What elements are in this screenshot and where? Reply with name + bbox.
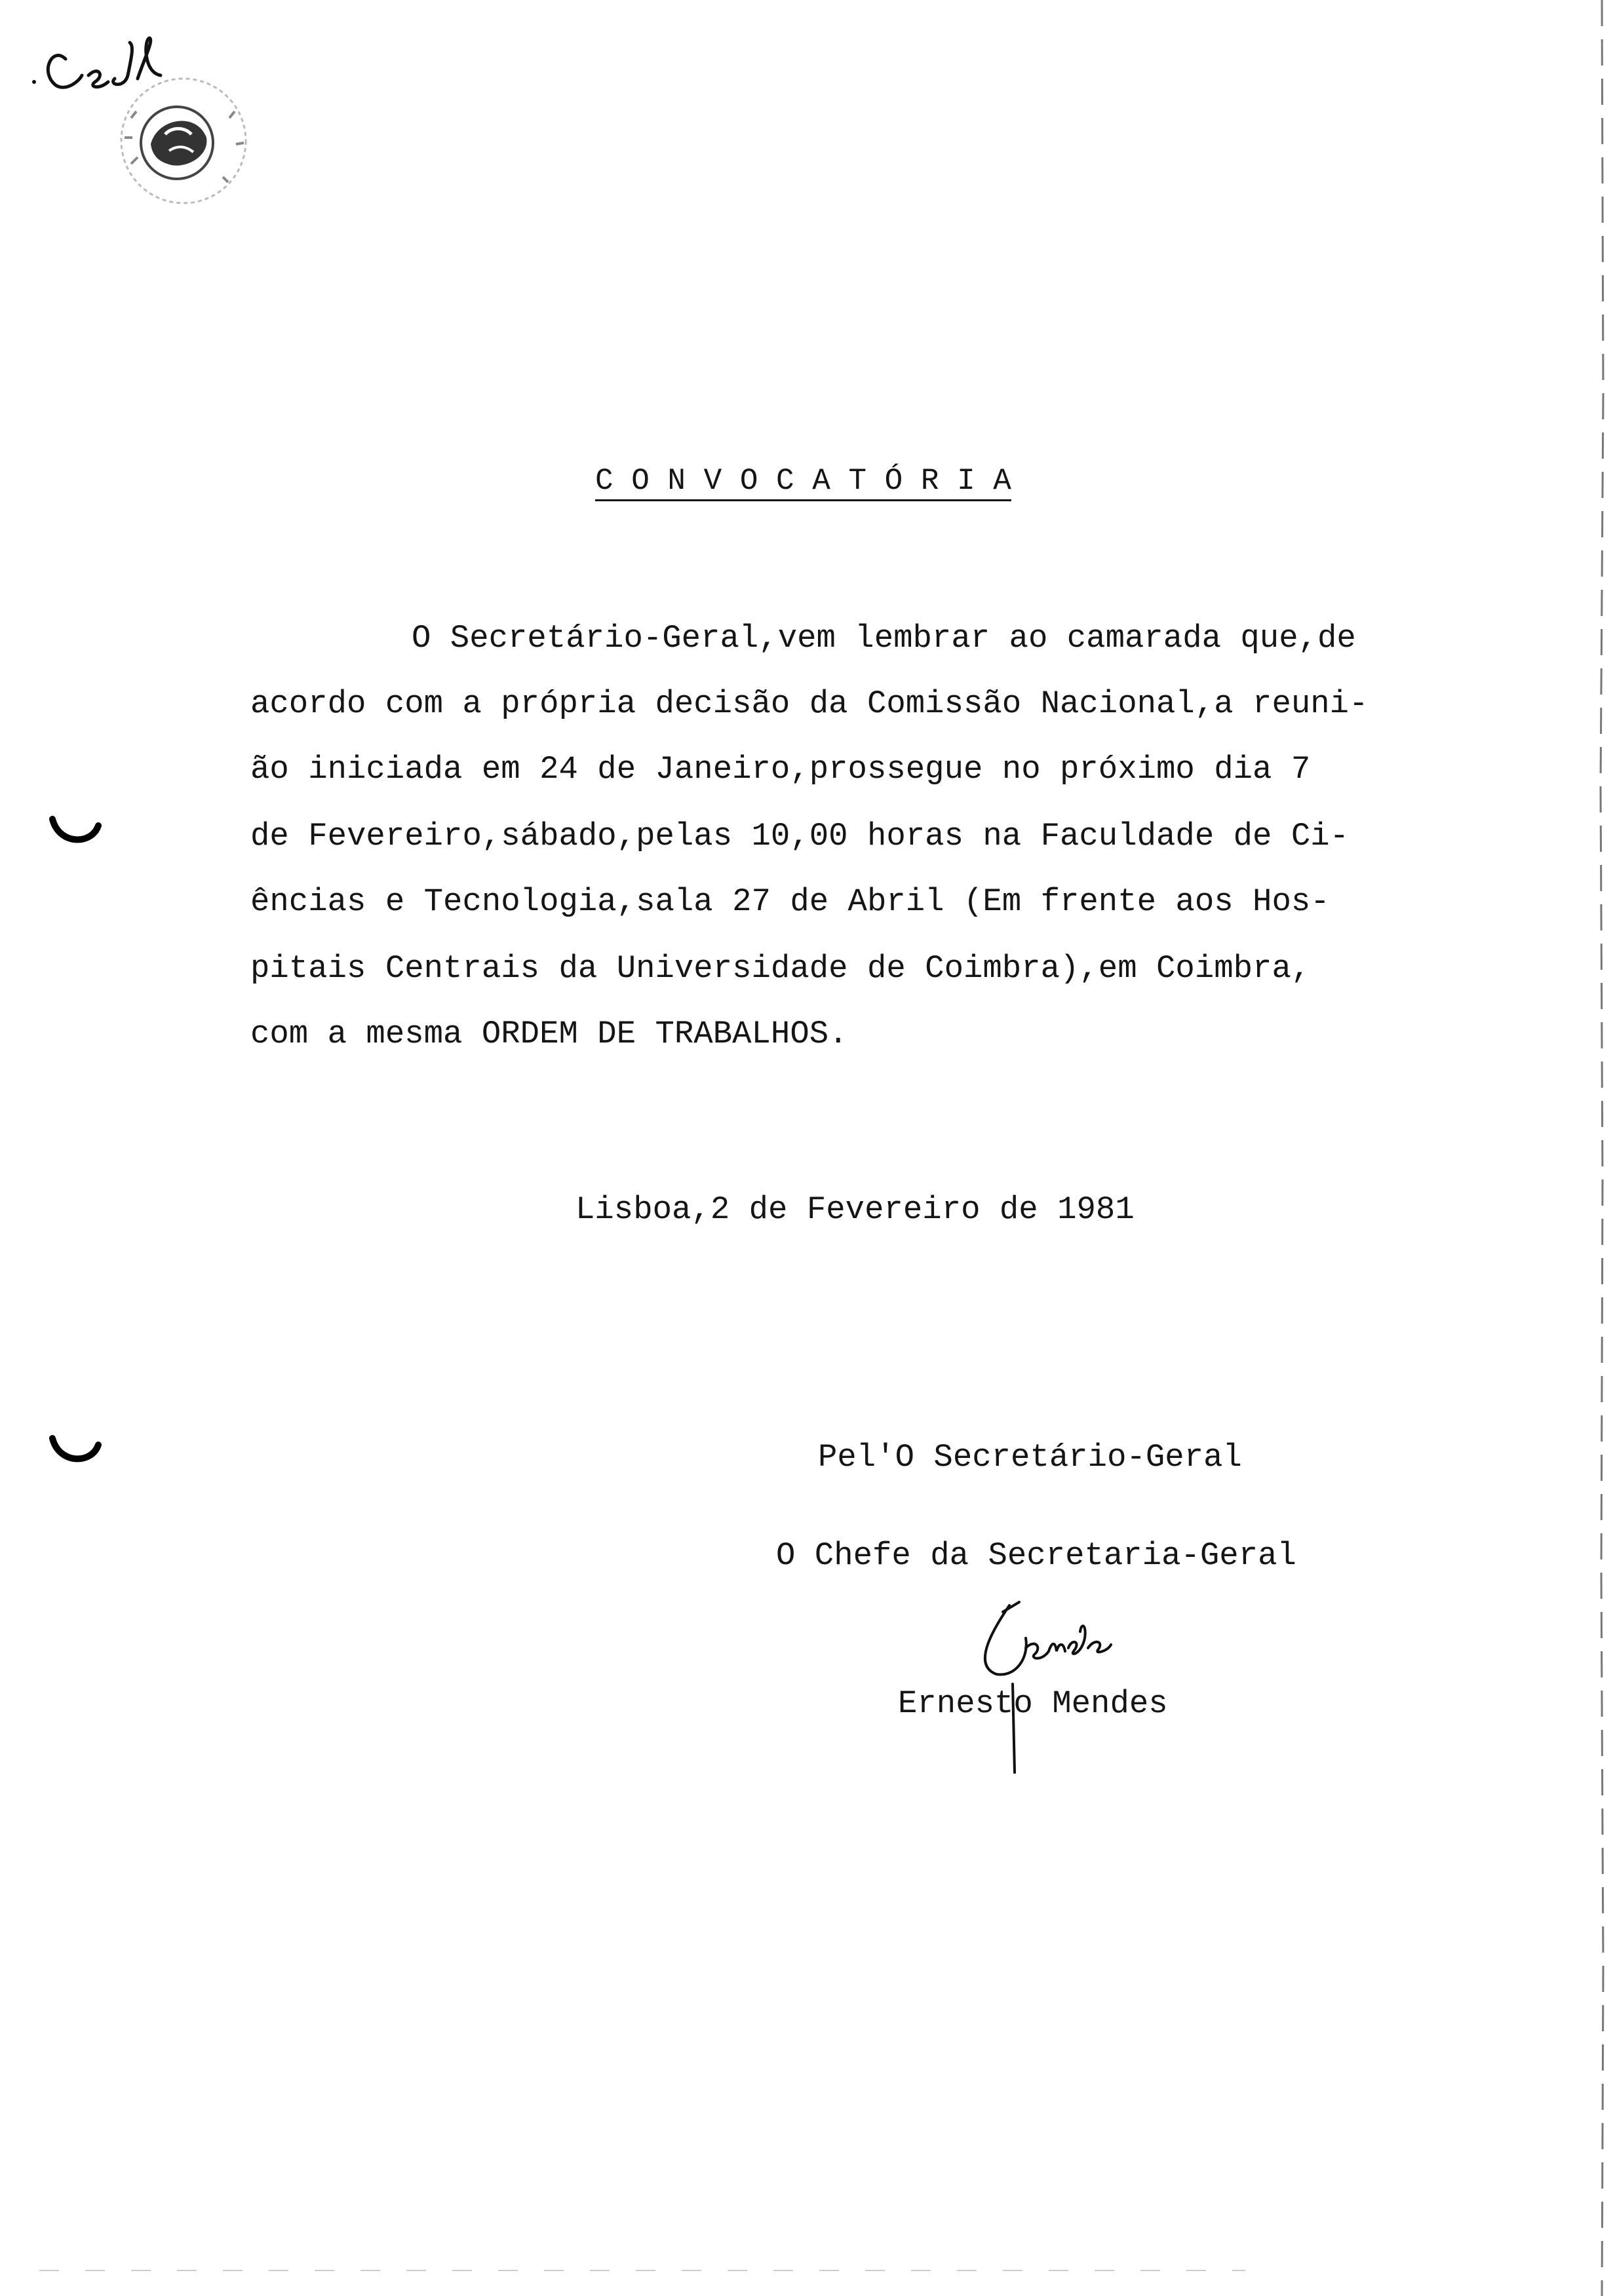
place-date: Lisboa,2 de Fevereiro de 1981 (575, 1191, 1135, 1228)
body-line: de Fevereiro,sábado,pelas 10,00 horas na Faculdade de Ci- (250, 818, 1350, 854)
body-line: acordo com a própria decisão da Comissão Nacional,a reuni- (250, 685, 1369, 722)
body-line: ão iniciada em 24 de Janeiro,prossegue no próximo dia 7 (250, 751, 1311, 788)
stamp-drawing (105, 72, 262, 210)
signature-drawing (957, 1586, 1154, 1776)
on-behalf-line: Pel'O Secretário-Geral (818, 1439, 1242, 1476)
punch-hole-mark (46, 1428, 105, 1468)
body-line: ências e Tecnologia,sala 27 de Abril (Em frente aos Hos- (250, 883, 1330, 920)
party-stamp (105, 72, 262, 210)
signer-role: O Chefe da Secretaria-Geral (776, 1537, 1296, 1574)
signer-name: Ernesto Mendes (898, 1685, 1168, 1722)
body-line: pitais Centrais da Universidade de Coimbra),em Coimbra, (250, 950, 1311, 987)
body-line: com a mesma ORDEM DE TRABALHOS. (250, 1016, 848, 1052)
punch-hole-mark (46, 809, 105, 849)
scan-edge (1589, 0, 1615, 2296)
scan-artifact-line (0, 2264, 1615, 2277)
document-title: C O N V O C A T Ó R I A (595, 464, 1011, 498)
handwritten-signature (957, 1586, 1154, 1776)
body-line: O Secretário-Geral,vem lembrar ao camarada que,de (412, 620, 1356, 657)
